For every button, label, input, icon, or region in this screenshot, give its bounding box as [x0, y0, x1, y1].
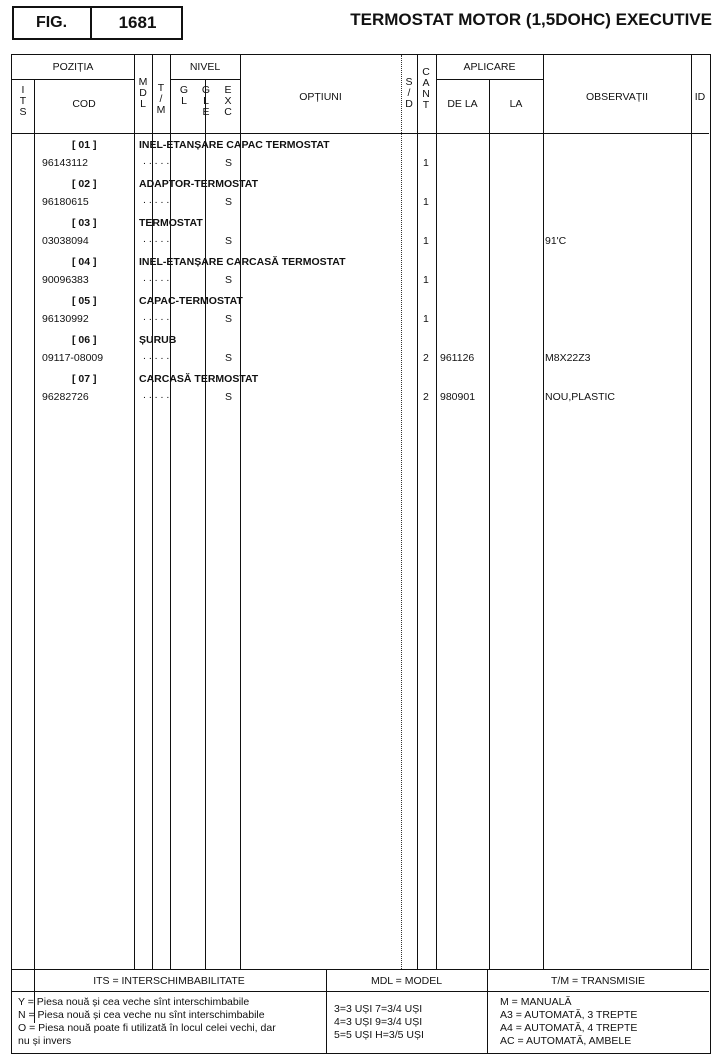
legend-tm-title: T/M = TRANSMISIE	[550, 975, 646, 987]
item-de-la: 980901	[440, 391, 476, 403]
header-gle: G L E	[201, 84, 211, 118]
item-name: INEL-ETANȘARE CAPAC TERMOSTAT	[139, 139, 330, 151]
item-code: 96282726	[42, 391, 89, 403]
item-level-dots: . . . . .	[143, 272, 170, 284]
item-obs: M8X22Z3	[545, 352, 591, 364]
header-gl: G L	[179, 84, 189, 107]
item-cant: 1	[423, 274, 429, 286]
item-cant: 2	[423, 352, 429, 364]
item-exc: S	[225, 352, 233, 364]
item-cant: 1	[423, 313, 429, 325]
item-exc: S	[225, 235, 233, 247]
item-position: [ 01 ]	[72, 139, 97, 151]
item-cant: 1	[423, 235, 429, 247]
col-line-cod	[134, 55, 135, 969]
item-de-la: 961126	[440, 352, 475, 364]
col-line-la	[543, 55, 544, 969]
header-mdl: M D L	[138, 76, 148, 110]
legend-top-line	[12, 969, 709, 970]
item-level-dots: . . . . .	[143, 389, 170, 401]
header-tm: T / M	[156, 82, 166, 116]
item-name: TERMOSTAT	[139, 217, 203, 229]
col-line-tm	[170, 55, 171, 969]
legend-tm-line: AC = AUTOMATĂ, AMBELE	[500, 1035, 632, 1047]
legend-its-line: O = Piesa nouă poate fi utilizată în locul celei vechi, dar	[18, 1022, 276, 1034]
item-code: 96180615	[42, 196, 89, 208]
item-exc: S	[225, 313, 233, 325]
item-name: INEL-ETANȘARE CARCASĂ TERMOSTAT	[139, 256, 346, 268]
col-line-sd	[417, 55, 418, 969]
item-level-dots: . . . . .	[143, 155, 170, 167]
item-code: 03038094	[42, 235, 89, 247]
legend-mdl-title: MDL = MODEL	[370, 975, 443, 987]
header-aplicare: APLICARE	[463, 61, 516, 73]
legend-its-line: nu și invers	[18, 1035, 72, 1047]
legend-tm-line: A4 = AUTOMATĂ, 4 TREPTE	[500, 1022, 638, 1034]
item-code: 96143112	[42, 157, 88, 169]
legend-its-line: N = Piesa nouă și cea veche nu sînt interschimbabile	[18, 1009, 265, 1021]
col-line-gle	[205, 79, 206, 969]
header-id: ID	[694, 91, 706, 103]
figure-number: 1681	[118, 13, 157, 32]
legend-mdl-line: 3=3 UȘI 7=3/4 UȘI	[334, 1003, 423, 1015]
item-exc: S	[225, 196, 233, 208]
item-position: [ 03 ]	[72, 217, 97, 229]
item-position: [ 02 ]	[72, 178, 97, 190]
legend-mdl-line: 5=5 UȘI H=3/5 UȘI	[334, 1029, 424, 1041]
item-name: CAPAC-TERMOSTAT	[139, 295, 243, 307]
col-line-obs	[691, 55, 692, 969]
item-exc: S	[225, 274, 233, 286]
item-level-dots: . . . . .	[143, 194, 170, 206]
page-title: TERMOSTAT MOTOR (1,5DOHC) EXECUTIVE	[350, 10, 712, 29]
header-cant: C A N T	[422, 66, 430, 111]
header-optiuni: OPȚIUNI	[299, 91, 342, 103]
item-level-dots: . . . . .	[143, 311, 170, 323]
header-la: LA	[509, 98, 523, 110]
header-its: I T S	[19, 84, 27, 118]
item-position: [ 04 ]	[72, 256, 97, 268]
figure-label: FIG.	[35, 14, 68, 31]
item-cant: 2	[423, 391, 429, 403]
item-position: [ 05 ]	[72, 295, 97, 307]
item-code: 96130992	[42, 313, 89, 325]
legend-tm-line: M = MANUALĂ	[500, 996, 572, 1008]
col-line-exc	[240, 55, 241, 969]
header-observatii: OBSERVAȚII	[585, 91, 649, 103]
pozitia-underline	[12, 79, 134, 80]
nivel-underline	[170, 79, 240, 80]
item-name: CARCASĂ TERMOSTAT	[139, 373, 259, 385]
legend-its-line: Y = Piesa nouă și cea veche sînt interschimbabile	[18, 996, 250, 1008]
item-cant: 1	[423, 157, 429, 169]
col-line-dela	[489, 79, 490, 969]
item-obs: NOU,PLASTIC	[545, 391, 616, 403]
col-line-mdl	[152, 55, 153, 969]
item-level-dots: . . . . .	[143, 233, 170, 245]
header-sd: S / D	[405, 76, 413, 110]
legend-mdl-line: 4=3 UȘI 9=3/4 UȘI	[334, 1016, 423, 1028]
parts-table	[11, 54, 711, 1054]
item-name: ADAPTOR-TERMOSTAT	[139, 178, 258, 190]
header-de-la: DE LA	[447, 98, 478, 110]
legend-title-line	[12, 991, 709, 992]
header-exc: E X C	[224, 84, 232, 118]
item-exc: S	[225, 391, 233, 403]
item-name: ȘURUB	[139, 334, 177, 346]
item-exc: S	[225, 157, 233, 169]
item-obs: 91'C	[545, 235, 567, 247]
header-nivel: NIVEL	[189, 61, 221, 73]
item-cant: 1	[423, 196, 429, 208]
legend-tm-line: A3 = AUTOMATĂ, 3 TREPTE	[500, 1009, 638, 1021]
col-line-cant	[436, 55, 437, 969]
col-line-its	[34, 79, 35, 1023]
item-code: 09117-08009	[42, 352, 104, 364]
aplicare-underline	[436, 79, 543, 80]
item-position: [ 07 ]	[72, 373, 97, 385]
item-position: [ 06 ]	[72, 334, 97, 346]
header-cod: COD	[72, 98, 96, 110]
item-code: 90096383	[42, 274, 89, 286]
item-level-dots: . . . . .	[143, 350, 170, 362]
legend-its-title: ITS = INTERSCHIMBABILITATE	[93, 975, 245, 987]
header-pozitia: POZIȚIA	[52, 61, 94, 73]
header-bottom-line	[12, 133, 709, 134]
col-line-optiuni	[401, 55, 402, 969]
